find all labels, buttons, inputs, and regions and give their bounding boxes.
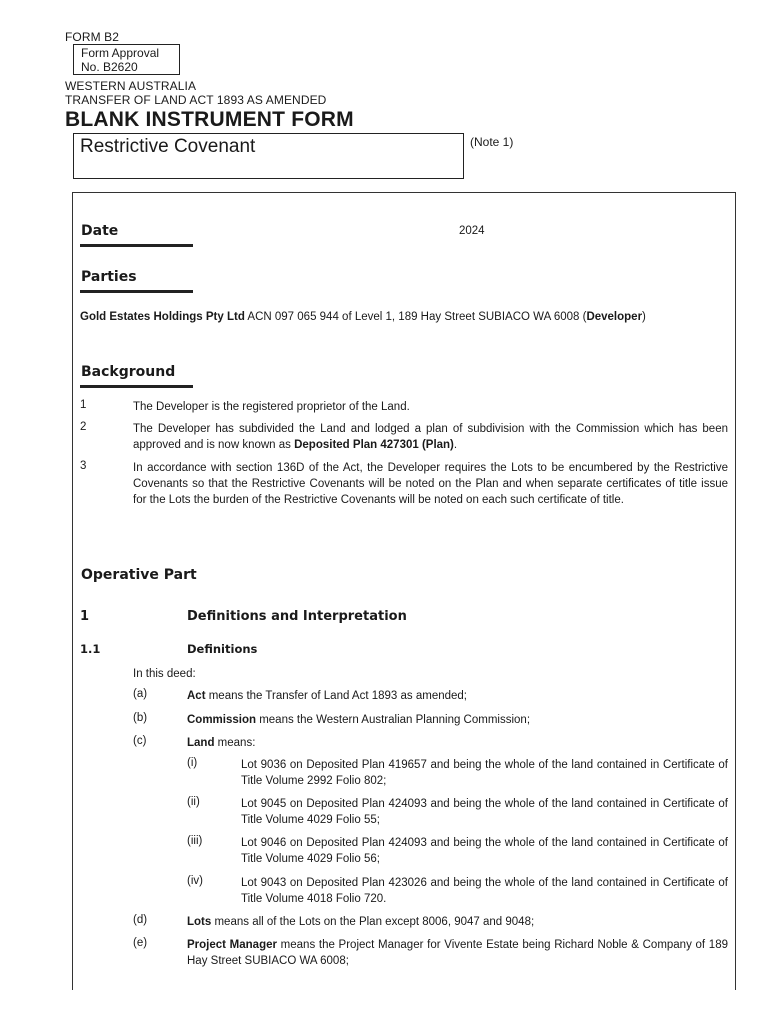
background-heading: Background [81,364,176,380]
recital-number: 1 [80,399,87,411]
land-item: Lot 9043 on Deposited Plan 423026 and being the whole of the land contained in Certificate of Title Volume 4018 Folio 720. [241,877,728,905]
date-heading: Date [81,223,119,239]
definition-project-manager [187,937,728,969]
recital-2-text: The Developer has subdivided the Land and lodged a plan of subdivision with the Commission which has been approved and is now known as [133,423,728,451]
def-label: (d) [133,914,148,926]
parties-heading: Parties [81,269,137,285]
background-underline [80,385,193,388]
definition-act [187,688,728,704]
recital-2-end: . [453,439,458,451]
party-name: Gold Estates Holdings Pty Ltd [80,311,245,323]
form-title: BLANK INSTRUMENT FORM [65,108,354,131]
recital-3: In accordance with section 136D of the Act, the Developer requires the Lots to be encumbered by the Restrictive Covenants so that the Restrictive Covenants will be noted on the Plan and when separate certificates of title issue for the Lots the burden of the Restrictive Covenants will be noted on each such certificate of title. [133,462,728,506]
recital-2-plan: Deposited Plan 427301 (Plan) [294,439,454,451]
definitions-intro: In this deed: [133,668,196,680]
party-role: Developer [586,311,643,323]
instrument-box [73,133,464,179]
approval-line-1: Form Approval [81,46,160,60]
state-name: WESTERN AUSTRALIA [65,79,197,93]
def-term: Lots [187,916,212,928]
approval-line-2: No. B2620 [81,60,138,74]
date-underline [80,244,193,247]
def-term: Land [187,737,215,749]
def-term: Commission [187,714,257,726]
def-text: means the Project Manager for Vivente Estate being Richard Noble & Company of 189 Hay Street SUBIACO WA 6008; [187,939,728,967]
land-item-label: (i) [187,757,198,769]
subclause-title: Definitions [187,642,258,656]
land-item: Lot 9046 on Deposited Plan 424093 and being the whole of the land contained in Certificate of Title Volume 4029 Folio 56; [241,837,728,865]
act-name: TRANSFER OF LAND ACT 1893 AS AMENDED [65,93,327,107]
def-label: (e) [133,937,148,949]
date-value: 2024 [459,225,485,237]
land-item: Lot 9045 on Deposited Plan 424093 and being the whole of the land contained in Certificate of Title Volume 4029 Folio 55; [241,798,728,826]
parties-underline [80,290,193,293]
land-item-label: (iv) [187,875,203,887]
party-developer [80,309,646,325]
definition-lots [187,914,728,930]
def-text: means all of the Lots on the Plan except 8006, 9047 and 9048; [211,916,535,928]
land-item-label: (iii) [187,835,203,847]
recital-number: 3 [80,460,87,472]
def-label: (b) [133,712,148,724]
def-label: (c) [133,735,147,747]
recital-1: The Developer is the registered proprietor of the Land. [133,401,410,413]
def-text: means: [214,737,256,749]
definition-land [187,735,728,751]
subclause-number: 1.1 [80,642,101,656]
recital-number: 2 [80,421,87,433]
def-term: Act [187,690,206,702]
instrument-name: Restrictive Covenant [80,136,256,157]
clause-title: Definitions and Interpretation [187,609,407,624]
land-item: Lot 9036 on Deposited Plan 419657 and being the whole of the land contained in Certificate of Title Volume 2992 Folio 802; [241,759,728,787]
land-item-label: (ii) [187,796,200,808]
def-text: means the Western Australian Planning Commission; [256,714,531,726]
recital-2 [133,421,728,453]
definition-commission [187,712,728,728]
note-ref: (Note 1) [470,135,514,149]
party-details: ACN 097 065 944 of Level 1, 189 Hay Street SUBIACO WA 6008 ( [244,311,587,323]
form-approval-box [73,44,180,75]
def-label: (a) [133,688,148,700]
def-text: means the Transfer of Land Act 1893 as amended; [205,690,468,702]
clause-number: 1 [80,609,90,624]
party-close: ) [642,311,646,323]
operative-heading: Operative Part [81,567,197,583]
form-code: FORM B2 [65,30,120,44]
def-term: Project Manager [187,939,277,951]
